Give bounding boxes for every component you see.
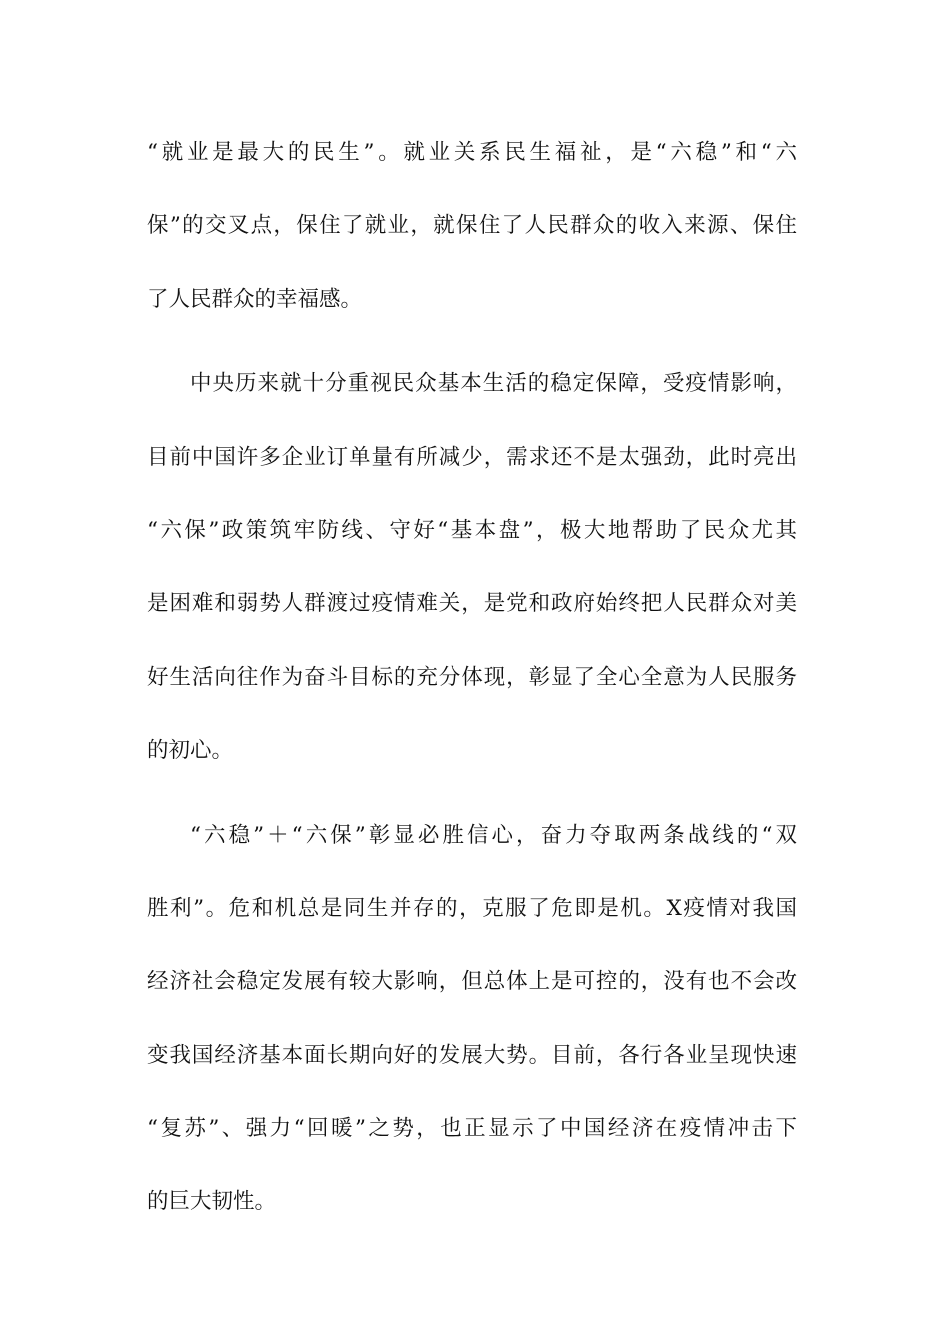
text-line: 变我国经济基本面长期向好的发展大势。目前，各行各业呈现快速	[147, 1042, 797, 1068]
text-line: “六保”政策筑牢防线、守好“基本盘”，极大地帮助了民众尤其	[147, 517, 797, 543]
paragraph	[147, 359, 797, 799]
text-line: “复苏”、强力“回暖”之势，也正显示了中国经济在疫情冲击下	[147, 1116, 797, 1142]
text-line: 胜利”。危和机总是同生并存的，克服了危即是机。X疫情对我国	[147, 895, 797, 921]
paragraph	[147, 811, 797, 1251]
text-line: 是困难和弱势人群渡过疫情难关，是党和政府始终把人民群众对美	[147, 591, 797, 617]
text-line: “六稳”＋“六保”彰显必胜信心，奋力夺取两条战线的“双	[190, 822, 797, 848]
text-line: 好生活向往作为奋斗目标的充分体现，彰显了全心全意为人民服务	[147, 664, 797, 690]
text-line: 的初心。	[147, 738, 234, 764]
text-line: 经济社会稳定发展有较大影响，但总体上是可控的，没有也不会改	[147, 969, 797, 995]
text-line: 中央历来就十分重视民众基本生活的稳定保障，受疫情影响，	[190, 371, 797, 397]
document-body	[147, 128, 797, 1251]
text-line: “就业是最大的民生”。就业关系民生福祉，是“六稳”和“六	[147, 140, 797, 165]
text-line: 了人民群众的幸福感。	[147, 286, 363, 312]
text-line: 目前中国许多企业订单量有所减少，需求还不是太强劲，此时亮出	[147, 444, 797, 470]
text-line: 保”的交叉点，保住了就业，就保住了人民群众的收入来源、保住	[147, 213, 797, 239]
text-line: 的巨大韧性。	[147, 1189, 277, 1215]
paragraph	[147, 128, 797, 348]
